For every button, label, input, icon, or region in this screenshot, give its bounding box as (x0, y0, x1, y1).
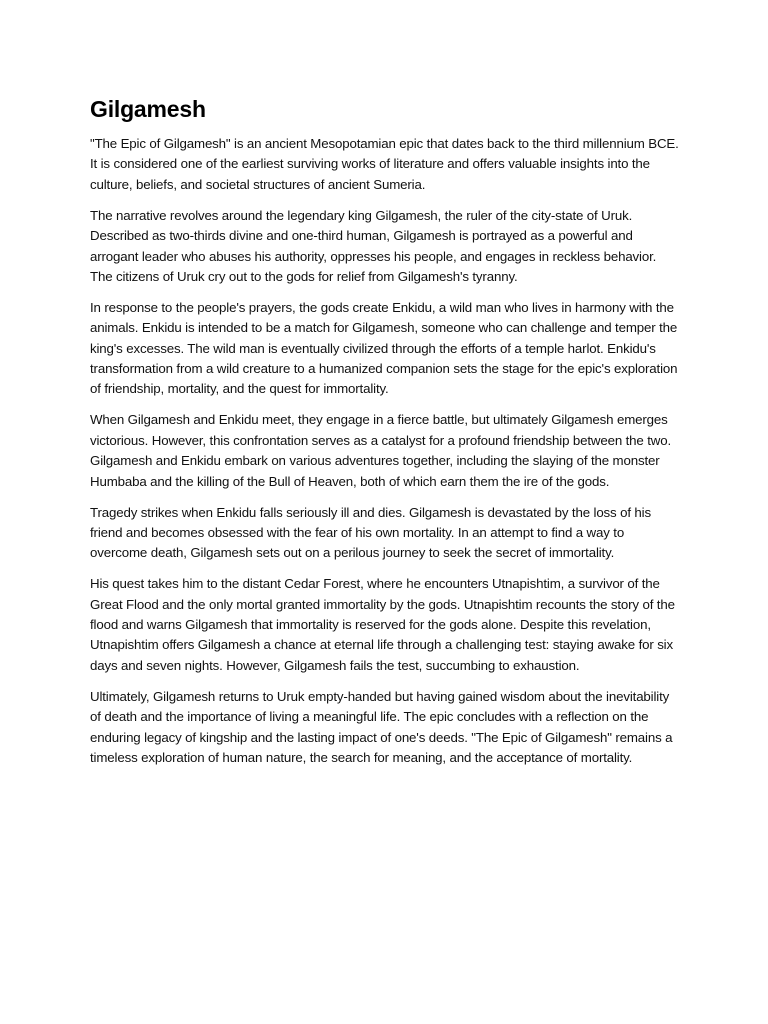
paragraph-conclusion: Ultimately, Gilgamesh returns to Uruk empty-handed but having gained wisdom about the inevitability of death and the importance of living a meaningful life. The epic concludes with a reflection on the enduring legacy of kingship and the lasting impact of one's deeds. "The Epic of Gilgamesh" remains a timeless exploration of human nature, the search for meaning, and the acceptance of mortality. (90, 688, 673, 765)
paragraph-narrative: The narrative revolves around the legendary king Gilgamesh, the ruler of the city-state of Uruk. Described as two-thirds divine and one-third human, Gilgamesh is portrayed as a powerful and arrogant leader who abuses his authority, oppresses his people, and engages in reckless behavior. The citizens of Uruk cry out to the gods for relief from Gilgamesh's tyranny. (90, 207, 657, 284)
paragraph-tragedy: Tragedy strikes when Enkidu falls seriously ill and dies. Gilgamesh is devastated by the loss of his friend and becomes obsessed with the fear of his own mortality. In an attempt to find a way to overcome death, Gilgamesh sets out on a perilous journey to seek the secret of immortality. (90, 504, 651, 561)
document-title: Gilgamesh (90, 96, 206, 122)
paragraph-intro: "The Epic of Gilgamesh" is an ancient Mesopotamian epic that dates back to the third millennium BCE. It is considered one of the earliest surviving works of literature and offers valuable insights into the culture, beliefs, and societal structures of ancient Sumeria. (90, 136, 679, 192)
paragraph-enkidu-creation: In response to the people's prayers, the gods create Enkidu, a wild man who lives in harmony with the animals. Enkidu is intended to be a match for Gilgamesh, someone who can challenge and temper the king's excesses. The wild man is eventually civilized through the efforts of a temple harlot. Enkidu's transformation from a wild creature to a humanized companion sets the stage for the epic's exploration of friendship, mortality, and the quest for immortality. (90, 299, 678, 397)
document-body (90, 94, 680, 779)
paragraph-quest: His quest takes him to the distant Cedar Forest, where he encounters Utnapishtim, a survivor of the Great Flood and the only mortal granted immortality by the gods. Utnapishtim recounts the story of the flood and warns Gilgamesh that immortality is reserved for the gods alone. Despite this revelation, Utnapishtim offers Gilgamesh a chance at eternal life through a challenging test: staying awake for six days and seven nights. However, Gilgamesh fails the test, succumbing to exhaustion. (90, 576, 675, 673)
paragraph-friendship: When Gilgamesh and Enkidu meet, they engage in a fierce battle, but ultimately Gilgamesh emerges victorious. However, this confrontation serves as a catalyst for a profound friendship between the two. Gilgamesh and Enkidu embark on various adventures together, including the slaying of the monster Humbaba and the killing of the Bull of Heaven, both of which earn them the ire of the gods. (90, 412, 672, 489)
